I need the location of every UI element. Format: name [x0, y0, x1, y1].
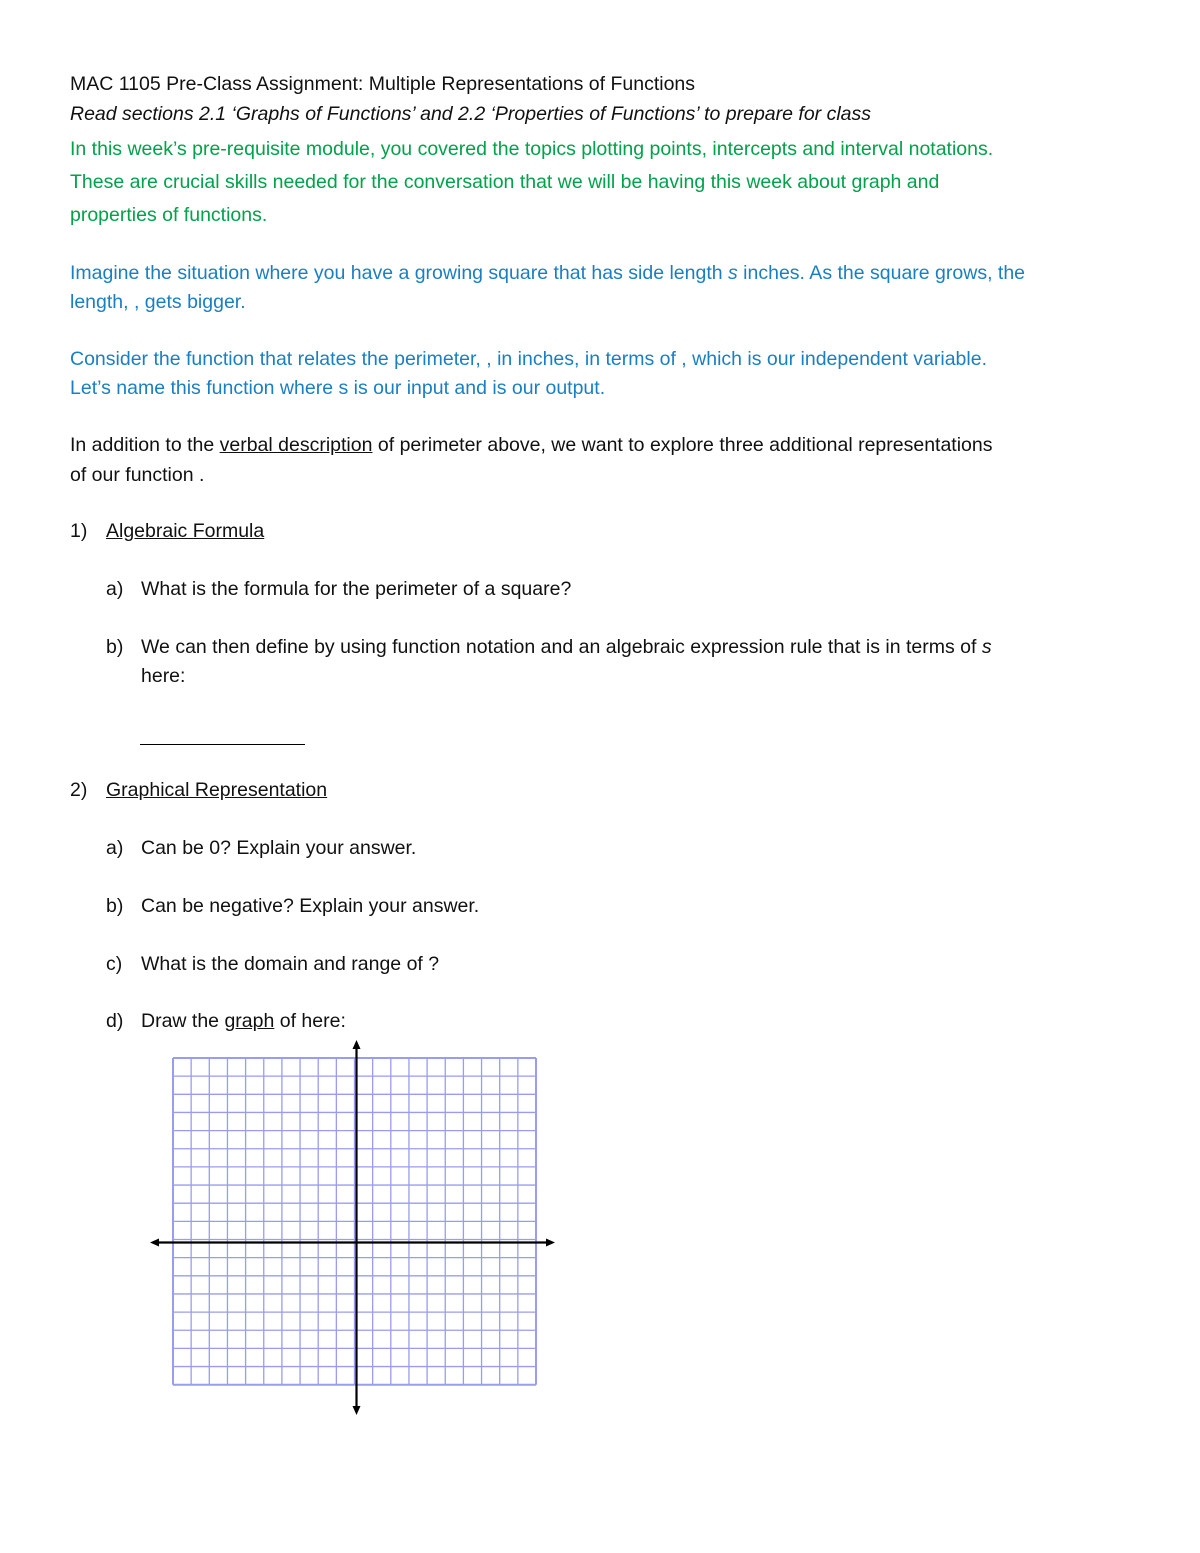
answer-blank-line[interactable] — [140, 744, 305, 745]
question-1b-label: b) — [106, 636, 124, 658]
situation-line-2: length, , gets bigger. — [70, 291, 246, 313]
question-2d-text-a: Draw the — [141, 1010, 225, 1032]
question-1a — [106, 577, 572, 601]
y-axis-arrow-down-icon — [353, 1406, 361, 1415]
question-1a-label: a) — [106, 578, 124, 600]
question-2c-label: c) — [106, 953, 123, 975]
question-1b-variable: s — [981, 636, 992, 658]
intro-line-1: In this week’s pre-requisite module, you covered the topics plotting points, intercepts and interval notations. — [70, 138, 994, 160]
section-1-number: 1) — [70, 520, 88, 542]
y-axis-arrow-up-icon — [353, 1040, 361, 1049]
situation-line-1 — [70, 261, 1025, 285]
question-2c — [106, 952, 440, 976]
question-1a-text: What is the formula for the perimeter of a square? — [141, 578, 572, 600]
section-1-heading — [70, 519, 265, 543]
section-2-title: Graphical Representation — [106, 779, 328, 801]
question-2a — [106, 836, 417, 860]
addition-line-2: of our function . — [70, 464, 205, 486]
page-title: MAC 1105 Pre-Class Assignment: Multiple Representations of Functions — [70, 73, 696, 95]
question-2d-text — [141, 1009, 346, 1033]
x-axis-arrow-left-icon — [150, 1239, 159, 1247]
variable-s: s — [728, 262, 738, 284]
question-2b-label: b) — [106, 895, 124, 917]
function-line-2: Let’s name this function where s is our input and is our output. — [70, 377, 606, 399]
addition-line-1 — [70, 433, 993, 457]
question-1b-text — [141, 635, 992, 659]
axes — [150, 1040, 555, 1415]
addition-text-b: of perimeter above, we want to explore three additional representations — [372, 434, 993, 456]
grid-lines — [173, 1058, 536, 1385]
question-2d-text-b: of here: — [274, 1010, 346, 1032]
addition-text-a: In addition to the — [70, 434, 220, 456]
question-2b-text: Can be negative? Explain your answer. — [141, 895, 480, 917]
question-2b — [106, 894, 480, 918]
verbal-description-term: verbal description — [219, 434, 373, 456]
question-2a-text: Can be 0? Explain your answer. — [141, 837, 417, 859]
situation-text-b: inches. As the square grows, the — [737, 262, 1026, 284]
question-2c-text: What is the domain and range of ? — [141, 953, 440, 975]
x-axis-arrow-right-icon — [546, 1239, 555, 1247]
section-2-heading — [70, 778, 328, 802]
function-line-1: Consider the function that relates the perimeter, , in inches, in terms of , which is our independent variable. — [70, 348, 987, 370]
question-1b-continued: here: — [141, 665, 186, 687]
question-1b-text-a: We can then define by using function notation and an algebraic expression rule that is in terms of — [141, 636, 982, 658]
question-1b — [106, 635, 992, 659]
reading-instruction: Read sections 2.1 ‘Graphs of Functions’ and 2.2 ‘Properties of Functions’ to prepare for class — [70, 103, 872, 125]
section-1-title: Algebraic Formula — [106, 520, 265, 542]
question-2d-label: d) — [106, 1010, 124, 1032]
intro-line-2: These are crucial skills needed for the conversation that we will be having this week about graph and — [70, 171, 940, 193]
situation-text-a: Imagine the situation where you have a growing square that has side length — [70, 262, 729, 284]
question-2a-label: a) — [106, 837, 124, 859]
question-2d — [106, 1009, 346, 1033]
section-2-number: 2) — [70, 779, 88, 801]
graph-paper[interactable] — [150, 1040, 560, 1415]
graph-term: graph — [224, 1010, 275, 1032]
intro-line-3: properties of functions. — [70, 204, 268, 226]
